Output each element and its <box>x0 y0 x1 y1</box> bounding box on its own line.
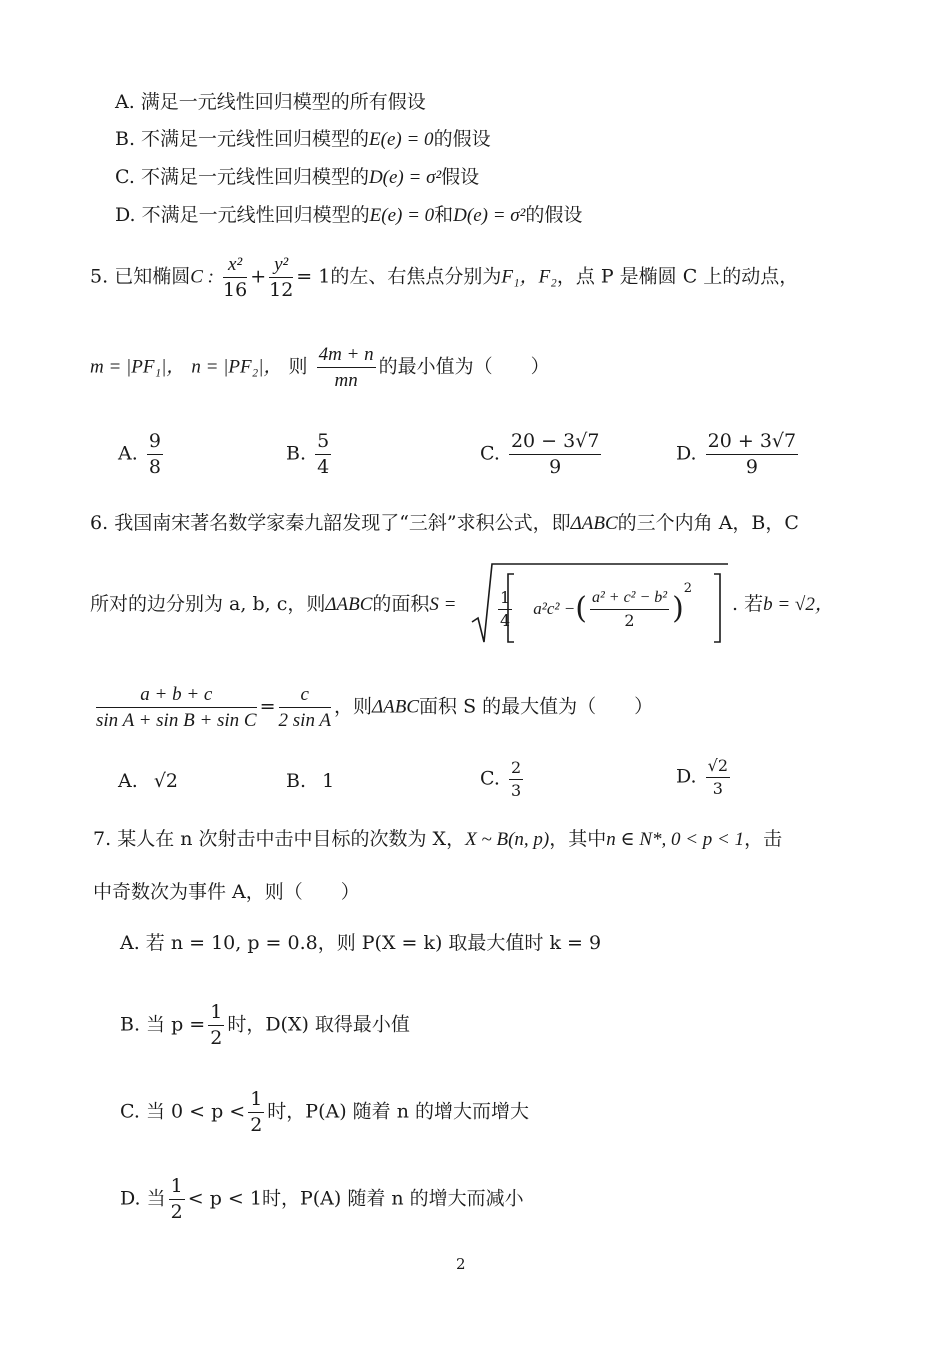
q5-option-b: B. $\frac{5}{4}$ <box>286 430 330 478</box>
q7-stem-line2: 中奇数次为事件 A，则（ ） <box>93 881 360 903</box>
q7-option-d: D. 当 $\frac{1}{2}$ < p < 1时，P(A) 随着 n 的增大而减小 <box>120 1175 524 1223</box>
q6-area-formula: $\frac{1}{4}$ a²c² −( $\frac{\text{a² + c² − b²}}{2}$ )$^2$ <box>500 581 693 630</box>
q7-option-c: C. 当 0 < p < $\frac{1}{2}$ 时，P(A) 随着 n 的增大而增大 <box>120 1088 529 1136</box>
q7-stem-line1: 7. 某人在 n 次射击中击中目标的次数为 X，X ~ B(n, p)，其中n ∈ N*, 0 < p < 1，击 <box>93 828 783 850</box>
q6-option-b: B. 1 <box>286 770 335 792</box>
q6-condition-lhs: $\frac{a + b + c}{\text{sin A + sin B + sin C}}$ <box>96 684 257 731</box>
q6-stem-line3: $\frac{a + b + c}{\text{sin A + sin B + sin C}}$ = $\frac{c}{\text{2 sin A}}$ ，则ΔABC面积 S 的最大值为（ ） <box>96 684 654 731</box>
q5-expression: $\frac{4m + n}{mn}$ <box>318 344 374 391</box>
page-number: 2 <box>456 1255 466 1273</box>
q4-option-c: C. 不满足一元线性回归模型的D(e) = σ²假设 <box>115 166 480 188</box>
q4-option-d: D. 不满足一元线性回归模型的E(e) = 0和D(e) = σ²的假设 <box>115 204 583 226</box>
q6-condition-rhs: $\frac{c}{\text{2 sin A}}$ <box>278 684 331 731</box>
q4-option-a: A. 满足一元线性回归模型的所有假设 <box>115 91 426 113</box>
q7-option-a: A. 若 n = 10, p = 0.8，则 P(X = k) 取最大值时 k = 9 <box>120 932 602 954</box>
q5-fraction-y: $\frac{\text{y²}}{12}$ <box>269 254 294 301</box>
q6-b-condition: . 若b = √2， <box>732 593 834 615</box>
q6-stem-line1: 6. 我国南宋著名数学家秦九韶发现了“三斜”求积公式，即ΔABC的三个内角 A，B，C <box>90 512 799 534</box>
q6-option-c: C. $\frac{2}{3}$ <box>480 758 522 800</box>
q4-option-b: B. 不满足一元线性回归模型的E(e) = 0的假设 <box>115 128 491 150</box>
q6-stem-line2: 所对的边分别为 a, b, c，则ΔABC的面积S = <box>90 593 457 615</box>
q7-option-b: B. 当 p = $\frac{1}{2}$ 时，D(X) 取得最小值 <box>120 1001 410 1049</box>
q5-stem-line1: 5. 已知椭圆C : $\frac{\text{x²}}{16}$ + $\frac{\text{y²}}{12}$ = 1的左、右焦点分别为F₁，F₂，点 P 是椭圆 C 上的动点， <box>90 254 799 301</box>
q6-option-d: D. $\frac{√2}{3}$ <box>676 756 729 798</box>
q6-option-a: A. √2 <box>118 770 179 792</box>
q5-option-a: A. $\frac{9}{8}$ <box>118 430 161 478</box>
q5-stem-line2: m = |PF₁|， n = |PF₂|， 则 $\frac{4m + n}{mn}$ 的最小值为（ ） <box>90 344 550 391</box>
q5-option-c: C. $\frac{20 - 3√7}{9}$ <box>480 430 600 478</box>
q5-fraction-x: $\frac{\text{x²}}{16}$ <box>223 254 248 301</box>
q5-option-d: D. $\frac{20 + 3√7}{9}$ <box>676 430 797 478</box>
